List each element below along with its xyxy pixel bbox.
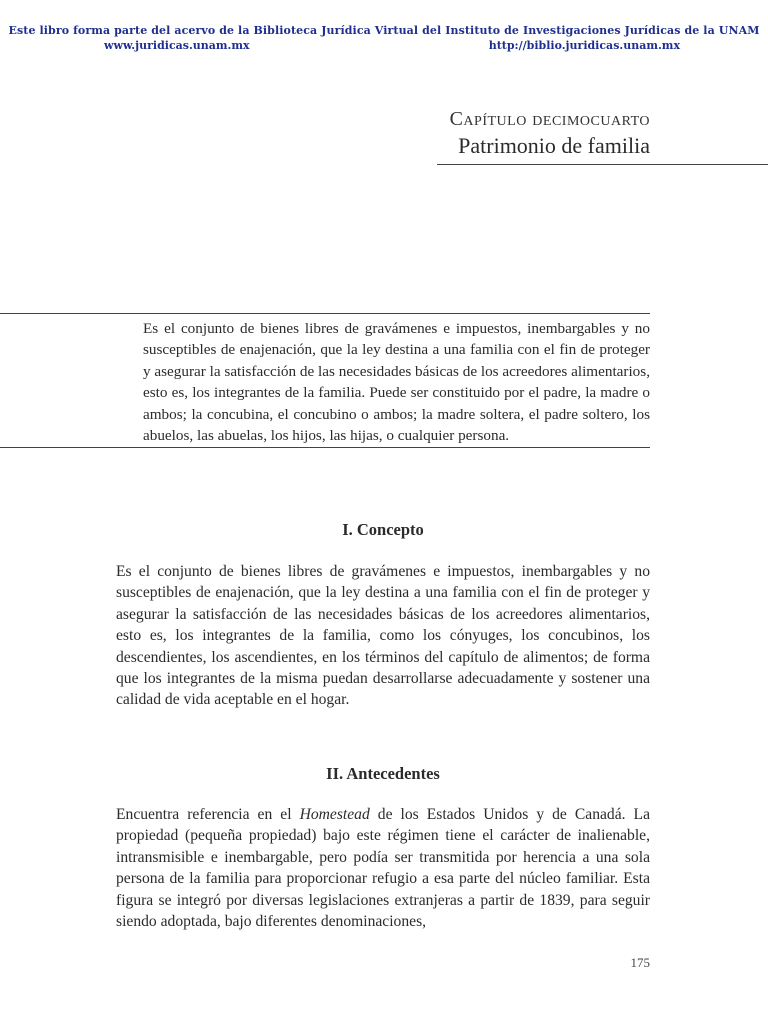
homestead-term: Homestead <box>299 806 370 823</box>
chapter-abstract: Es el conjunto de bienes libres de gravámenes e impuestos, inembargables y no susceptibles de enajenación, que la ley destina a una familia con el fin de proteger y asegurar la satisfacción de las necesidades básicas de los acreedores alimentarios, esto es, los integrantes de la familia. Puede ser constituido por el padre, la madre o ambos; la concubina, el concubino o ambos; la madre soltera, el padre soltero, los abuelos, las abuelas, los hijos, las hijas, o cualquier persona. <box>143 320 650 445</box>
library-banner <box>0 24 768 55</box>
chapter-label: Capítulo decimocuarto <box>449 108 650 130</box>
section-body: Es el conjunto de bienes libres de gravámenes e impuestos, inembargables y no susceptibles de enajenación, que la ley destina a una familia con el fin de proteger y asegurar la satisfacción de las necesidades básicas de los acreedores alimentarios, esto es, los integrantes de la familia, como los cónyuges, los concubinos, los descendientes, los ascendientes, en los términos del capítulo de alimentos; de forma que los integrantes de la misma puedan desarrollarse adecuadamente y sostener una calidad de vida aceptable en el hogar. <box>116 563 650 709</box>
section-antecedentes <box>116 764 650 932</box>
chapter-title: Patrimonio de familia <box>458 133 650 158</box>
banner-links <box>0 39 768 55</box>
biblio-link[interactable]: http://biblio.juridicas.unam.mx <box>488 39 680 52</box>
juridicas-link[interactable]: www.juridicas.unam.mx <box>104 39 250 52</box>
section-heading: II. Antecedentes <box>326 764 440 783</box>
abstract-top-divider <box>0 313 650 314</box>
section-body-text: Encuentra referencia en el <box>116 806 300 823</box>
page-number: 175 <box>630 955 650 970</box>
section-body <box>116 804 650 932</box>
section-heading: I. Concepto <box>342 520 424 539</box>
chapter-heading <box>450 108 650 159</box>
abstract-bottom-divider <box>0 447 650 448</box>
banner-notice: Este libro forma parte del acervo de la Biblioteca Jurídica Virtual del Instituto de Investigaciones Jurídicas de la UNAM <box>8 24 760 37</box>
chapter-divider <box>437 164 768 165</box>
section-concepto <box>116 520 650 711</box>
section-body-text: de los Estados Unidos y de Canadá. La propiedad (pequeña propiedad) bajo este régimen tiene el carácter de inalienable, intransmisible e inembargable, pero podía ser transmitida por herencia a una sola persona de la familia para proporcionar refugio a esa parte del núcleo familiar. Esta figura se integró por diversas legislaciones extranjeras a partir de 1839, para seguir siendo adoptada, bajo diferentes denominaciones, <box>116 806 650 931</box>
